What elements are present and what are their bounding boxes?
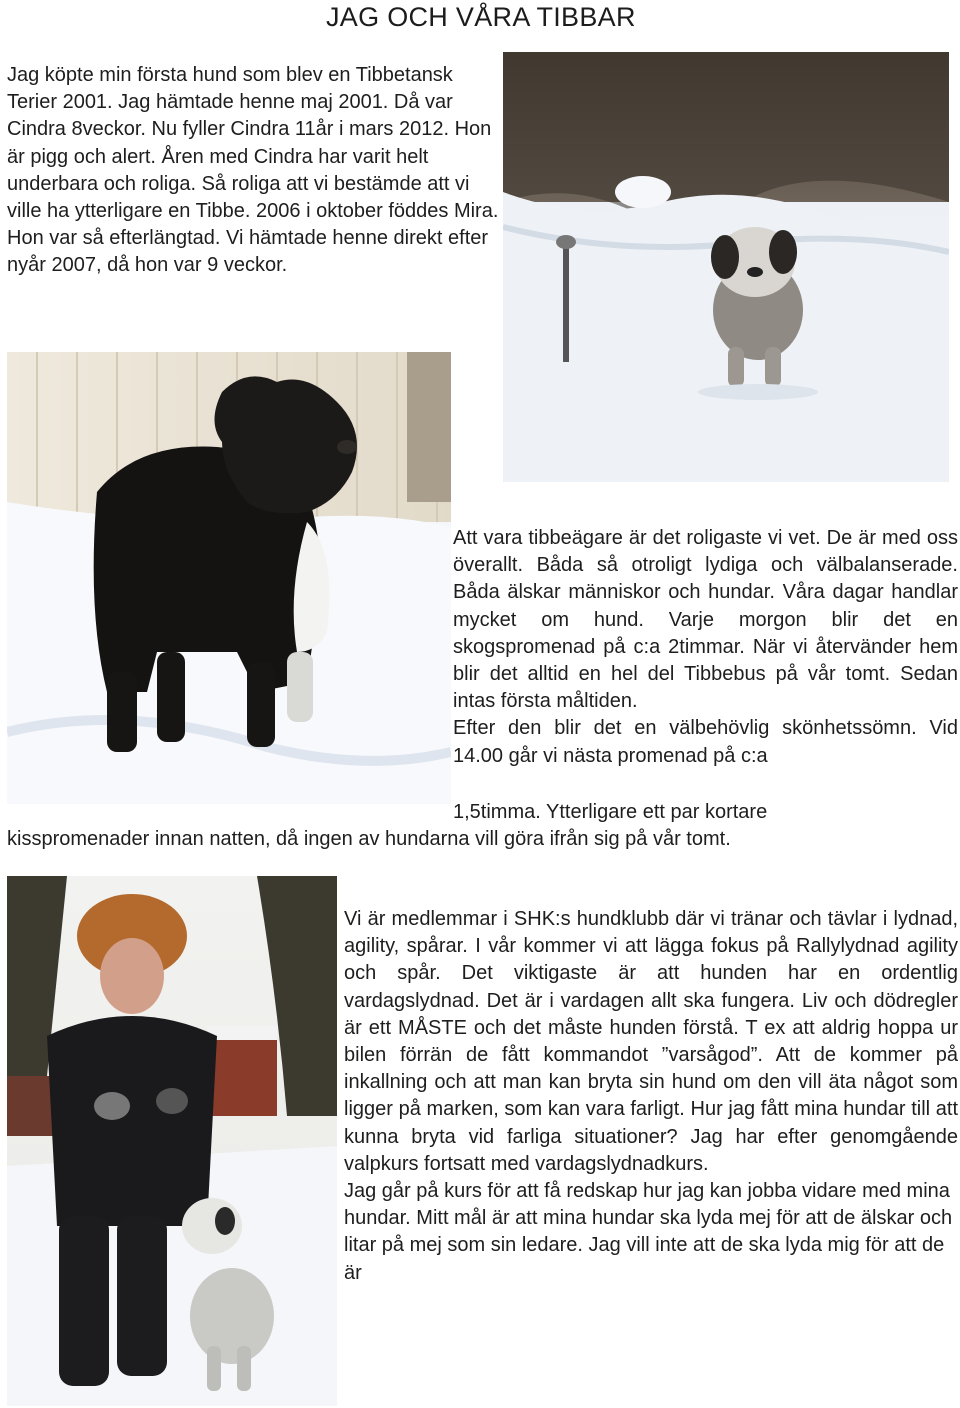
bottom-paragraph-1: Vi är medlemmar i SHK:s hundklubb där vi tränar och tävlar i lydnad, agility, spårar. I vår kommer vi att lägga fokus på Rallylydnad agility och spår. Det viktigaste är att hunden har en ordentlig vardagslydnad. Det är i vardagen allt ska fungera. Liv och dödregler är ett MÅSTE och det måste hunden förstå. T ex att aldrig hoppa ur bilen förrän de fått kommandot ”varsågod”. Att de kommer på inkallning och att man kan bryta sin hund om den vill äta något som ligger på marken, som kan vara farligt. Hur jag fått mina hundar till att kunna bryta vid farliga situationer? Jag har efter genomgående valpkurs fortsatt med vardagslydnadkurs. (344, 908, 958, 1175)
middle-paragraph-1: Att vara tibbeägare är det roligaste vi vet. De är med oss överallt. Båda så otroligt lydiga och välbalanserade. Båda älskar människor och hundar. Våra dagar handlar mycket om hund. Varje morgon blir det en skogspromenad på c:a 2timmar. När vi återvänder hem blir det alltid en hel del Tibbebus på vår tomt. Sedan intas första måltiden. (453, 527, 958, 713)
photo-woman-with-dog (7, 876, 337, 1406)
bottom-paragraph-2: Jag går på kurs för att få redskap hur jag kan jobba vidare med mina hundar. Mitt mål är att mina hundar ska lyda mej för att de älskar och litar på mej som sin ledare. Jag vill inte att de ska lyda mig för att de är (344, 1180, 953, 1284)
middle-paragraph (453, 525, 958, 770)
photo-black-dog-standing (7, 352, 451, 804)
bottom-section (344, 906, 958, 1287)
middle-paragraph-2-tail: 1,5timma. Ytterligare ett par kortare (453, 801, 768, 823)
intro-paragraph: Jag köpte min första hund som blev en Tibbetansk Terier 2001. Jag hämtade henne maj 2001. Då var Cindra 8veckor. Nu fyller Cindra 11år i mars 2012. Hon är pigg och alert. Åren med Cindra har varit helt underbara och roliga. Så roliga att vi bestämde att vi ville ha ytterligare en Tibbe. 2006 i oktober föddes Mira. Hon var så efterlängtad. Vi hämtade henne direkt efter nyår 2007, då hon var 9 veckor. (7, 64, 499, 277)
photo-dog-running-in-snow (503, 52, 949, 482)
middle-paragraph-2: Efter den blir det en välbehövlig skönhetssömn. Vid 14.00 går vi nästa promenad på c:a (453, 717, 958, 767)
page-title: JAG OCH VÅRA TIBBAR (326, 2, 636, 32)
middle-paragraph-2-full-width: kisspromenader innan natten, då ingen av hundarna vill göra ifrån sig på vår tomt. (7, 828, 731, 850)
